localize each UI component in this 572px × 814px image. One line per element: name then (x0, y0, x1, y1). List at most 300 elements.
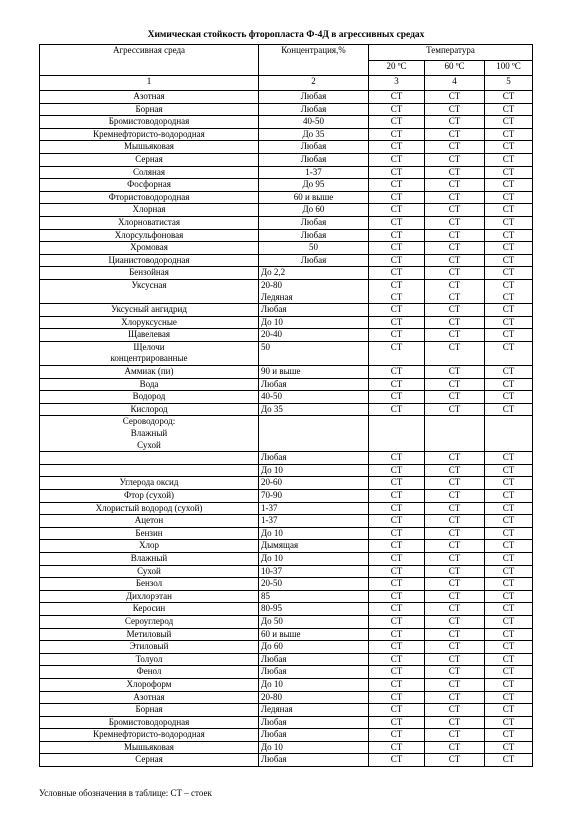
concentration-cell-line: Любая (261, 754, 287, 765)
table-row (40, 590, 533, 603)
resistance-100-cell-line: СТ (502, 316, 515, 327)
resistance-20-cell (369, 464, 425, 477)
resistance-60-cell-line: СТ (448, 540, 461, 551)
resistance-20-cell-line: СТ (390, 91, 403, 101)
resistance-20-cell (369, 216, 425, 229)
concentration-cell-line: До 10 (261, 678, 283, 689)
concentration-cell-line: Любая (261, 729, 287, 740)
concentration-cell (259, 329, 369, 342)
concentration-cell-line: Ледяная (261, 704, 293, 715)
concentration-cell-line: 80-95 (261, 603, 282, 614)
resistance-20-cell (369, 628, 425, 641)
table-row (40, 464, 533, 477)
table-title: Химическая стойкость фторопласта Ф-4Д в агрессивных средах (147, 30, 425, 40)
resistance-60-cell-line: СТ (448, 191, 461, 202)
medium-cell-line: Сухой (137, 565, 161, 576)
column-number: 1 (40, 76, 259, 91)
resistance-100-cell-line: СТ (502, 502, 515, 513)
medium-cell-line: Азотная (133, 91, 165, 101)
resistance-60-cell (425, 641, 485, 654)
concentration-cell (259, 153, 369, 166)
concentration-cell (259, 603, 369, 616)
resistance-100-cell (485, 216, 533, 229)
medium-cell (40, 416, 259, 452)
medium-cell-line: Бензойная (129, 267, 169, 278)
resistance-20-cell (369, 179, 425, 192)
resistance-20-cell-line: СТ (390, 678, 403, 689)
resistance-20-cell (369, 204, 425, 217)
resistance-60-cell (425, 515, 485, 528)
resistance-100-cell (485, 653, 533, 666)
resistance-100-cell-line (487, 428, 530, 440)
resistance-60-cell (425, 565, 485, 578)
column-number: 4 (425, 76, 485, 91)
resistance-100-cell (485, 615, 533, 628)
resistance-100-cell-line (487, 416, 530, 428)
table-row (40, 628, 533, 641)
resistance-20-cell (369, 254, 425, 267)
medium-cell-line: Метиловый (126, 628, 172, 639)
resistance-20-cell-line: СТ (390, 204, 403, 215)
resistance-60-cell-line: СТ (448, 166, 461, 177)
resistance-60-cell (425, 91, 485, 104)
resistance-100-cell (485, 153, 533, 166)
concentration-cell (259, 141, 369, 154)
concentration-cell-line: До 10 (261, 464, 283, 475)
resistance-100-cell (485, 128, 533, 141)
resistance-60-cell-line: СТ (448, 565, 461, 576)
column-number: 3 (369, 76, 425, 91)
medium-cell (40, 502, 259, 515)
resistance-60-cell-line: СТ (448, 378, 461, 389)
table-row (40, 128, 533, 141)
concentration-cell-line: 50 (309, 242, 318, 253)
resistance-20-cell-line: СТ (390, 229, 403, 240)
resistance-20-cell-line: СТ (390, 242, 403, 253)
resistance-20-cell-line: СТ (390, 464, 403, 475)
medium-cell-line: Хлорная (132, 204, 166, 215)
resistance-100-cell-line: СТ (502, 279, 515, 290)
concentration-cell (259, 565, 369, 578)
resistance-60-cell-line (427, 428, 482, 440)
medium-cell-line: Хлоруксусные (121, 316, 177, 327)
concentration-cell (259, 166, 369, 179)
concentration-cell-line: Любая (261, 304, 287, 315)
resistance-60-cell (425, 153, 485, 166)
column-number-row (40, 76, 533, 91)
resistance-100-cell (485, 502, 533, 515)
concentration-cell (259, 691, 369, 704)
table-row (40, 615, 533, 628)
resistance-60-cell-line: СТ (448, 452, 461, 463)
table-row (40, 341, 533, 365)
concentration-cell (259, 452, 369, 465)
concentration-cell (259, 704, 369, 717)
resistance-20-cell (369, 416, 425, 452)
resistance-60-cell (425, 704, 485, 717)
resistance-20-cell-line: СТ (390, 565, 403, 576)
resistance-100-cell-line: СТ (502, 628, 515, 639)
medium-cell-line: Керосин (132, 603, 166, 614)
resistance-100-cell-line: СТ (502, 641, 515, 652)
concentration-cell-line: Любая (300, 254, 327, 265)
medium-cell-line (42, 452, 256, 464)
medium-cell-line: Азотная (133, 691, 165, 702)
medium-cell-line: Серная (135, 153, 163, 164)
resistance-20-cell (369, 552, 425, 565)
medium-cell (40, 666, 259, 679)
resistance-100-cell (485, 304, 533, 317)
concentration-cell-line: До 35 (261, 403, 283, 414)
resistance-100-cell (485, 741, 533, 754)
header-concentration: Концентрация,% (259, 45, 369, 76)
resistance-100-cell-line: СТ (502, 691, 515, 702)
resistance-20-cell-line: СТ (390, 329, 403, 340)
resistance-20-cell-line: СТ (390, 628, 403, 639)
resistance-100-cell (485, 267, 533, 280)
resistance-60-cell (425, 452, 485, 465)
resistance-100-cell-line: СТ (502, 329, 515, 340)
resistance-60-cell (425, 416, 485, 452)
medium-cell (40, 166, 259, 179)
table-row (40, 242, 533, 255)
concentration-cell-line: 40-50 (261, 391, 282, 402)
resistance-60-cell (425, 678, 485, 691)
medium-cell (40, 615, 259, 628)
concentration-cell (259, 716, 369, 729)
concentration-cell (259, 403, 369, 416)
resistance-100-cell-line: СТ (502, 242, 515, 253)
resistance-20-cell-line: СТ (390, 741, 403, 752)
concentration-cell-line: До 50 (261, 615, 283, 626)
resistance-60-cell-line: СТ (448, 128, 461, 139)
medium-cell-line: Хлорноватистая (117, 216, 181, 227)
resistance-100-cell-line: СТ (502, 527, 515, 538)
resistance-20-cell-line: СТ (390, 254, 403, 265)
resistance-20-cell (369, 515, 425, 528)
resistance-20-cell-line: СТ (390, 316, 403, 327)
medium-cell (40, 754, 259, 767)
resistance-20-cell (369, 716, 425, 729)
medium-cell (40, 204, 259, 217)
resistance-100-cell-line: СТ (502, 141, 515, 152)
chemical-resistance-table (39, 44, 533, 767)
medium-cell (40, 741, 259, 754)
resistance-20-cell (369, 603, 425, 616)
medium-cell (40, 254, 259, 267)
medium-cell-line: Бромистоводородная (108, 716, 190, 727)
table-row (40, 490, 533, 503)
resistance-60-cell (425, 527, 485, 540)
medium-cell (40, 366, 259, 379)
resistance-100-cell (485, 341, 533, 365)
resistance-100-cell-line: СТ (502, 603, 515, 614)
resistance-100-cell (485, 490, 533, 503)
concentration-cell (259, 578, 369, 591)
table-row (40, 515, 533, 528)
resistance-60-cell-line: СТ (448, 704, 461, 715)
resistance-60-cell (425, 267, 485, 280)
resistance-60-cell (425, 242, 485, 255)
resistance-20-cell-line: СТ (390, 552, 403, 563)
concentration-cell (259, 416, 369, 452)
medium-cell-line: Влажный (130, 428, 168, 439)
medium-cell (40, 590, 259, 603)
resistance-60-cell-line: СТ (448, 590, 461, 601)
resistance-20-cell-line: СТ (390, 116, 403, 127)
medium-cell-line: Хлор (139, 540, 159, 551)
resistance-100-cell-line: СТ (502, 216, 515, 227)
medium-cell-line: концентрированные (110, 353, 188, 364)
table-row (40, 366, 533, 379)
medium-cell-line: Бензин (135, 527, 163, 538)
resistance-20-cell (369, 452, 425, 465)
medium-cell-line: Кремнефтористо-водородная (93, 729, 205, 740)
medium-cell-line: Борная (135, 704, 163, 715)
resistance-20-cell-line: СТ (390, 341, 403, 352)
medium-cell-line: Сероуглерод (124, 615, 174, 626)
resistance-20-cell-line: СТ (390, 527, 403, 538)
resistance-60-cell-line: СТ (448, 391, 461, 402)
resistance-60-cell (425, 116, 485, 129)
resistance-60-cell (425, 191, 485, 204)
resistance-100-cell (485, 329, 533, 342)
medium-cell (40, 552, 259, 565)
resistance-20-cell-line: СТ (390, 653, 403, 664)
resistance-20-cell (369, 403, 425, 416)
resistance-20-cell (369, 565, 425, 578)
resistance-60-cell (425, 179, 485, 192)
medium-cell (40, 540, 259, 553)
resistance-60-cell-line: СТ (448, 691, 461, 702)
resistance-20-cell (369, 128, 425, 141)
table-row (40, 229, 533, 242)
concentration-cell (259, 254, 369, 267)
table-row (40, 179, 533, 192)
concentration-cell-line: 50 (261, 341, 270, 352)
medium-cell-line: Хлорсульфоновая (114, 229, 184, 240)
concentration-cell (259, 502, 369, 515)
concentration-cell (259, 477, 369, 490)
resistance-100-cell (485, 91, 533, 104)
resistance-100-cell (485, 590, 533, 603)
resistance-60-cell (425, 615, 485, 628)
resistance-100-cell (485, 527, 533, 540)
concentration-cell-line: До 60 (302, 204, 325, 215)
resistance-20-cell-line: СТ (390, 691, 403, 702)
concentration-cell (259, 279, 369, 303)
resistance-60-cell-line: СТ (448, 666, 461, 677)
concentration-cell (259, 229, 369, 242)
concentration-cell (259, 653, 369, 666)
medium-cell (40, 91, 259, 104)
medium-cell (40, 103, 259, 116)
resistance-60-cell (425, 366, 485, 379)
concentration-cell-line: До 10 (261, 552, 283, 563)
resistance-20-cell (369, 166, 425, 179)
medium-cell-line: Фосфорная (127, 179, 171, 190)
resistance-20-cell-line: СТ (390, 378, 403, 389)
table-row (40, 279, 533, 303)
resistance-100-cell (485, 704, 533, 717)
resistance-100-cell (485, 452, 533, 465)
concentration-cell (259, 304, 369, 317)
resistance-60-cell-line: СТ (448, 578, 461, 589)
table-row (40, 729, 533, 742)
medium-cell-line: Ацетон (134, 515, 164, 526)
resistance-60-cell-line: СТ (448, 729, 461, 740)
resistance-60-cell-line: СТ (448, 502, 461, 513)
resistance-100-cell-line: СТ (502, 754, 515, 765)
resistance-60-cell (425, 490, 485, 503)
resistance-60-cell (425, 754, 485, 767)
header-row (40, 45, 533, 61)
medium-cell (40, 141, 259, 154)
resistance-60-cell-line: СТ (448, 229, 461, 240)
table-row (40, 502, 533, 515)
resistance-60-cell-line: СТ (448, 304, 461, 315)
resistance-60-cell (425, 666, 485, 679)
concentration-cell-line: До 2,2 (261, 267, 286, 278)
resistance-20-cell-line: СТ (390, 216, 403, 227)
resistance-60-cell-line: СТ (448, 603, 461, 614)
resistance-20-cell-line (371, 353, 422, 365)
concentration-cell-line: Любая (261, 452, 287, 463)
resistance-100-cell-line: СТ (502, 678, 515, 689)
medium-cell (40, 641, 259, 654)
resistance-100-cell (485, 229, 533, 242)
resistance-60-cell-line: СТ (448, 464, 461, 475)
resistance-60-cell (425, 254, 485, 267)
resistance-100-cell-line: СТ (502, 403, 515, 414)
concentration-cell (259, 366, 369, 379)
resistance-100-cell-line: СТ (502, 153, 515, 164)
resistance-100-cell-line: СТ (502, 166, 515, 177)
resistance-60-cell-line: СТ (448, 552, 461, 563)
resistance-100-cell (485, 729, 533, 742)
table-row (40, 91, 533, 104)
resistance-60-cell (425, 628, 485, 641)
table-row (40, 477, 533, 490)
resistance-60-cell (425, 552, 485, 565)
resistance-20-cell (369, 678, 425, 691)
table-row (40, 216, 533, 229)
resistance-20-cell-line: СТ (390, 153, 403, 164)
medium-cell (40, 191, 259, 204)
resistance-100-cell (485, 515, 533, 528)
resistance-20-cell (369, 141, 425, 154)
concentration-cell-line: Ледяная (261, 291, 293, 302)
resistance-60-cell (425, 329, 485, 342)
resistance-60-cell (425, 216, 485, 229)
resistance-100-cell (485, 477, 533, 490)
medium-cell (40, 378, 259, 391)
resistance-100-cell-line: СТ (502, 391, 515, 402)
resistance-20-cell (369, 304, 425, 317)
concentration-cell (259, 267, 369, 280)
concentration-cell-line: 20-80 (261, 691, 282, 702)
concentration-cell (259, 191, 369, 204)
resistance-100-cell-line (487, 353, 530, 365)
concentration-cell (259, 515, 369, 528)
medium-cell (40, 515, 259, 528)
medium-cell-line: Водород (132, 391, 166, 402)
concentration-cell (259, 490, 369, 503)
resistance-100-cell (485, 540, 533, 553)
concentration-cell (259, 316, 369, 329)
resistance-20-cell (369, 527, 425, 540)
resistance-20-cell-line: СТ (390, 716, 403, 727)
resistance-100-cell-line: СТ (502, 716, 515, 727)
resistance-100-cell (485, 754, 533, 767)
medium-cell-line: Кислород (130, 403, 168, 414)
resistance-60-cell-line: СТ (448, 403, 461, 414)
resistance-100-cell-line: СТ (502, 116, 515, 127)
resistance-100-cell-line: СТ (502, 578, 515, 589)
resistance-60-cell-line: СТ (448, 754, 461, 765)
resistance-20-cell (369, 229, 425, 242)
resistance-60-cell (425, 464, 485, 477)
medium-cell-line (42, 292, 256, 304)
medium-cell-line: Влажный (130, 552, 168, 563)
resistance-20-cell (369, 490, 425, 503)
medium-cell-line: Бензол (135, 578, 163, 589)
resistance-20-cell (369, 91, 425, 104)
medium-cell (40, 628, 259, 641)
column-number: 2 (259, 76, 369, 91)
resistance-100-cell (485, 191, 533, 204)
resistance-60-cell (425, 403, 485, 416)
resistance-100-cell (485, 416, 533, 452)
table-row (40, 153, 533, 166)
medium-cell (40, 279, 259, 303)
concentration-cell-line: Любая (261, 716, 287, 727)
table-row (40, 552, 533, 565)
resistance-100-cell-line: СТ (502, 540, 515, 551)
resistance-60-cell (425, 540, 485, 553)
medium-cell-line: Бромистоводородная (108, 116, 190, 127)
table-row (40, 452, 533, 465)
resistance-60-cell (425, 603, 485, 616)
resistance-60-cell (425, 590, 485, 603)
resistance-100-cell-line: СТ (502, 590, 515, 601)
resistance-100-cell-line: СТ (502, 515, 515, 526)
concentration-cell-line: 20-50 (261, 578, 282, 589)
concentration-cell-line: Дымящая (261, 540, 299, 551)
resistance-100-cell (485, 691, 533, 704)
resistance-100-cell-line: СТ (502, 552, 515, 563)
medium-cell-line: Борная (135, 103, 163, 114)
resistance-100-cell (485, 116, 533, 129)
medium-cell-line: Фтористоводородная (108, 191, 190, 202)
resistance-60-cell (425, 578, 485, 591)
resistance-20-cell (369, 191, 425, 204)
concentration-cell-line: До 10 (261, 741, 283, 752)
resistance-20-cell (369, 267, 425, 280)
resistance-60-cell-line: СТ (448, 116, 461, 127)
concentration-cell-line: До 10 (261, 316, 283, 327)
medium-cell (40, 341, 259, 365)
resistance-20-cell-line: СТ (390, 391, 403, 402)
medium-cell (40, 116, 259, 129)
resistance-20-cell-line: СТ (390, 641, 403, 652)
medium-cell (40, 391, 259, 404)
resistance-100-cell-line: СТ (502, 729, 515, 740)
resistance-60-cell-line: СТ (448, 653, 461, 664)
medium-cell (40, 565, 259, 578)
header-temperature: Температура (369, 45, 533, 61)
resistance-100-cell-line: СТ (502, 291, 515, 302)
